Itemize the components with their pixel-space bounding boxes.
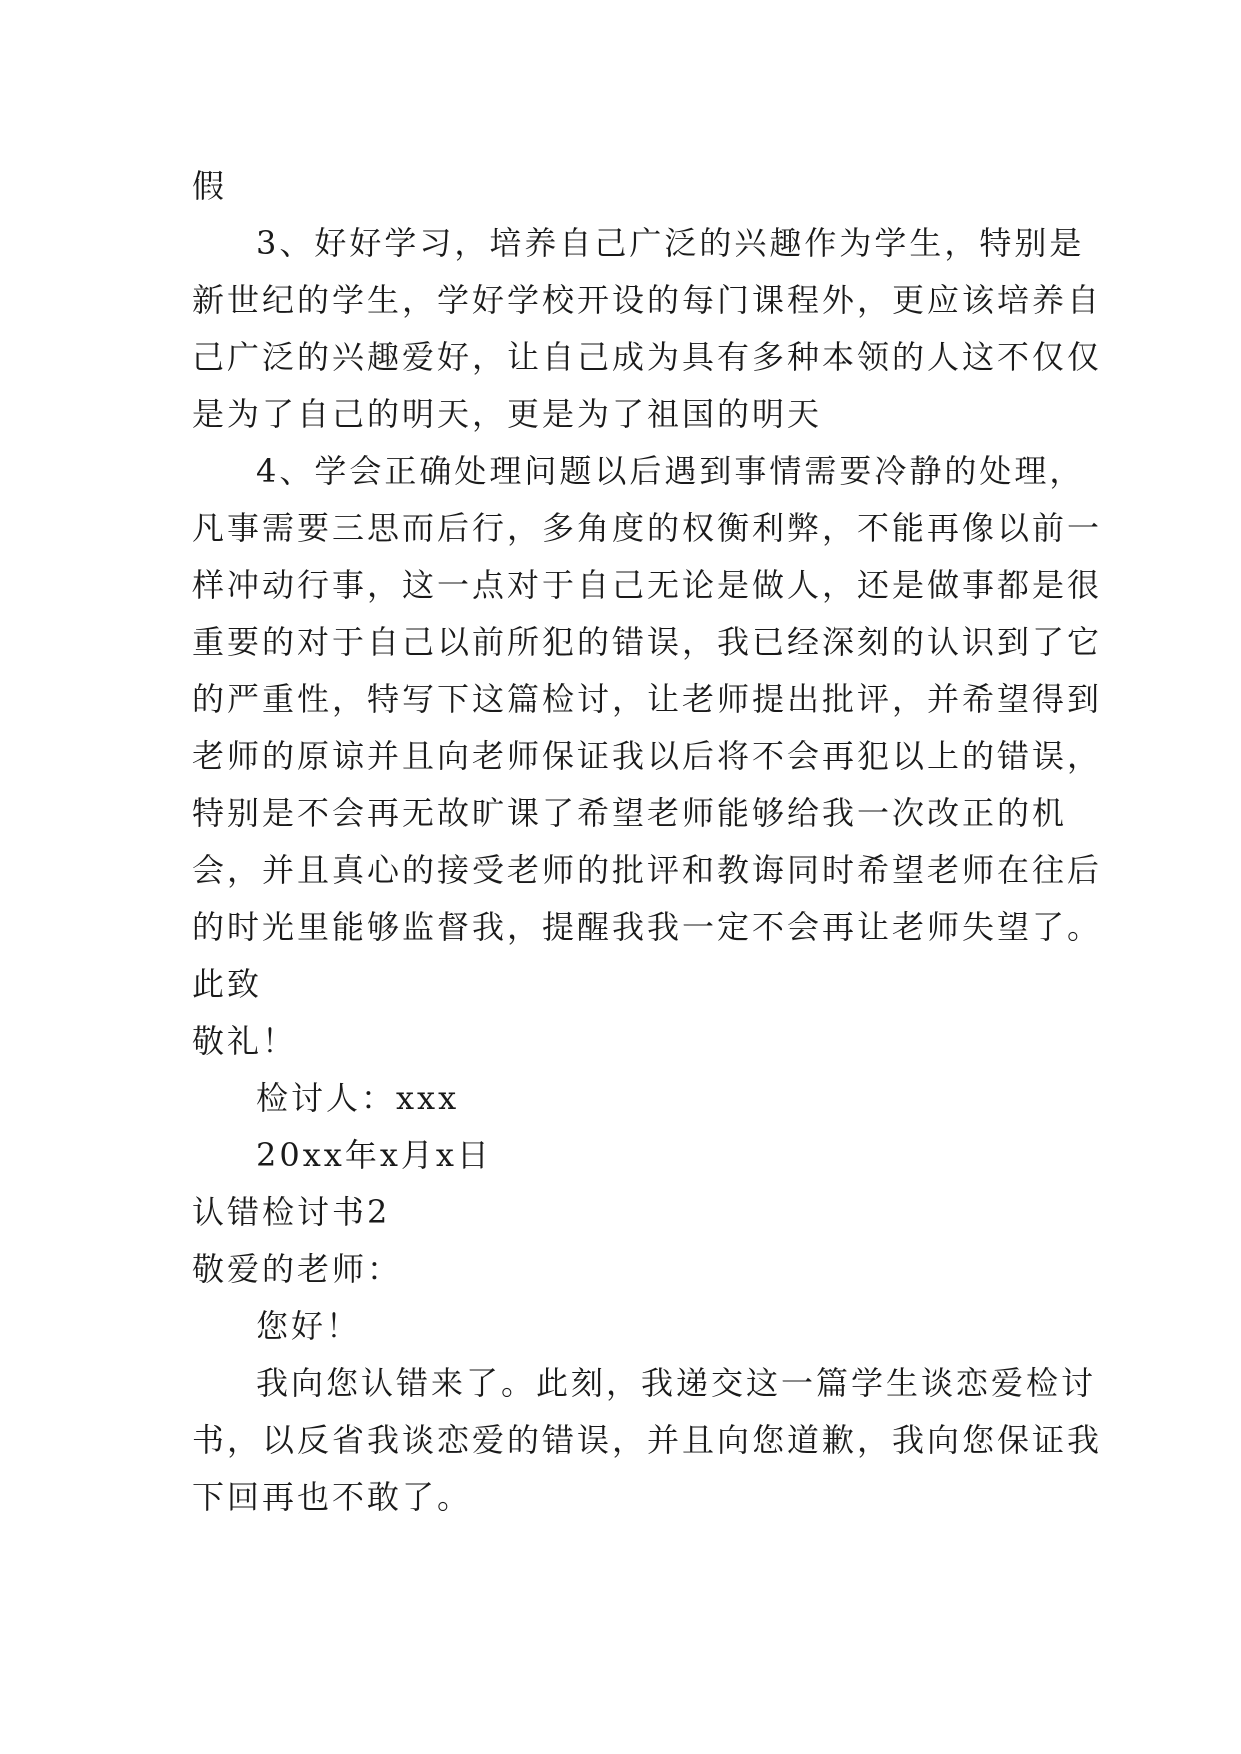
section-title: 认错检讨书2: [192, 1193, 391, 1231]
text-line: 重要的对于自己以前所犯的错误，我已经深刻的认识到了它: [192, 623, 1103, 661]
text-line: 特别是不会再无故旷课了希望老师能够给我一次改正的机: [192, 794, 1068, 832]
text-line: 新世纪的学生，学好学校开设的每门课程外，更应该培养自: [192, 281, 1103, 319]
text-line: 样冲动行事，这一点对于自己无论是做人，还是做事都是很: [192, 566, 1103, 604]
paragraph-4-start: 4、学会正确处理问题以后遇到事情需要冷静的处理，: [256, 452, 1085, 490]
paragraph-3-start: 3、好好学习，培养自己广泛的兴趣作为学生，特别是: [256, 224, 1085, 262]
text-line: 的时光里能够监督我，提醒我我一定不会再让老师失望了。: [192, 908, 1103, 946]
signature-author: 检讨人：xxx: [256, 1079, 460, 1117]
text-line: 假: [192, 167, 228, 205]
text-line: 会，并且真心的接受老师的批评和教诲同时希望老师在往后: [192, 851, 1103, 889]
text-line: 的严重性，特写下这篇检讨，让老师提出批评，并希望得到: [192, 680, 1103, 718]
signature-date: 20xx年x月x日: [256, 1136, 492, 1174]
text-line: 凡事需要三思而后行，多角度的权衡利弊，不能再像以前一: [192, 509, 1103, 547]
text-line: 老师的原谅并且向老师保证我以后将不会再犯以上的错误，: [192, 737, 1103, 775]
closing-respect: 敬礼！: [192, 1022, 298, 1060]
text-line: 己广泛的兴趣爱好，让自己成为具有多种本领的人这不仅仅: [192, 338, 1103, 376]
letter-hello: 您好！: [256, 1307, 362, 1345]
text-line: 书，以反省我谈恋爱的错误，并且向您道歉，我向您保证我: [192, 1421, 1103, 1459]
letter-greeting: 敬爱的老师：: [192, 1250, 403, 1288]
closing-salutation: 此致: [192, 965, 263, 1003]
text-line: 是为了自己的明天，更是为了祖国的明天: [192, 395, 823, 433]
paragraph-start: 我向您认错来了。此刻，我递交这一篇学生谈恋爱检讨: [256, 1364, 1097, 1402]
text-line: 下回再也不敢了。: [192, 1478, 473, 1516]
